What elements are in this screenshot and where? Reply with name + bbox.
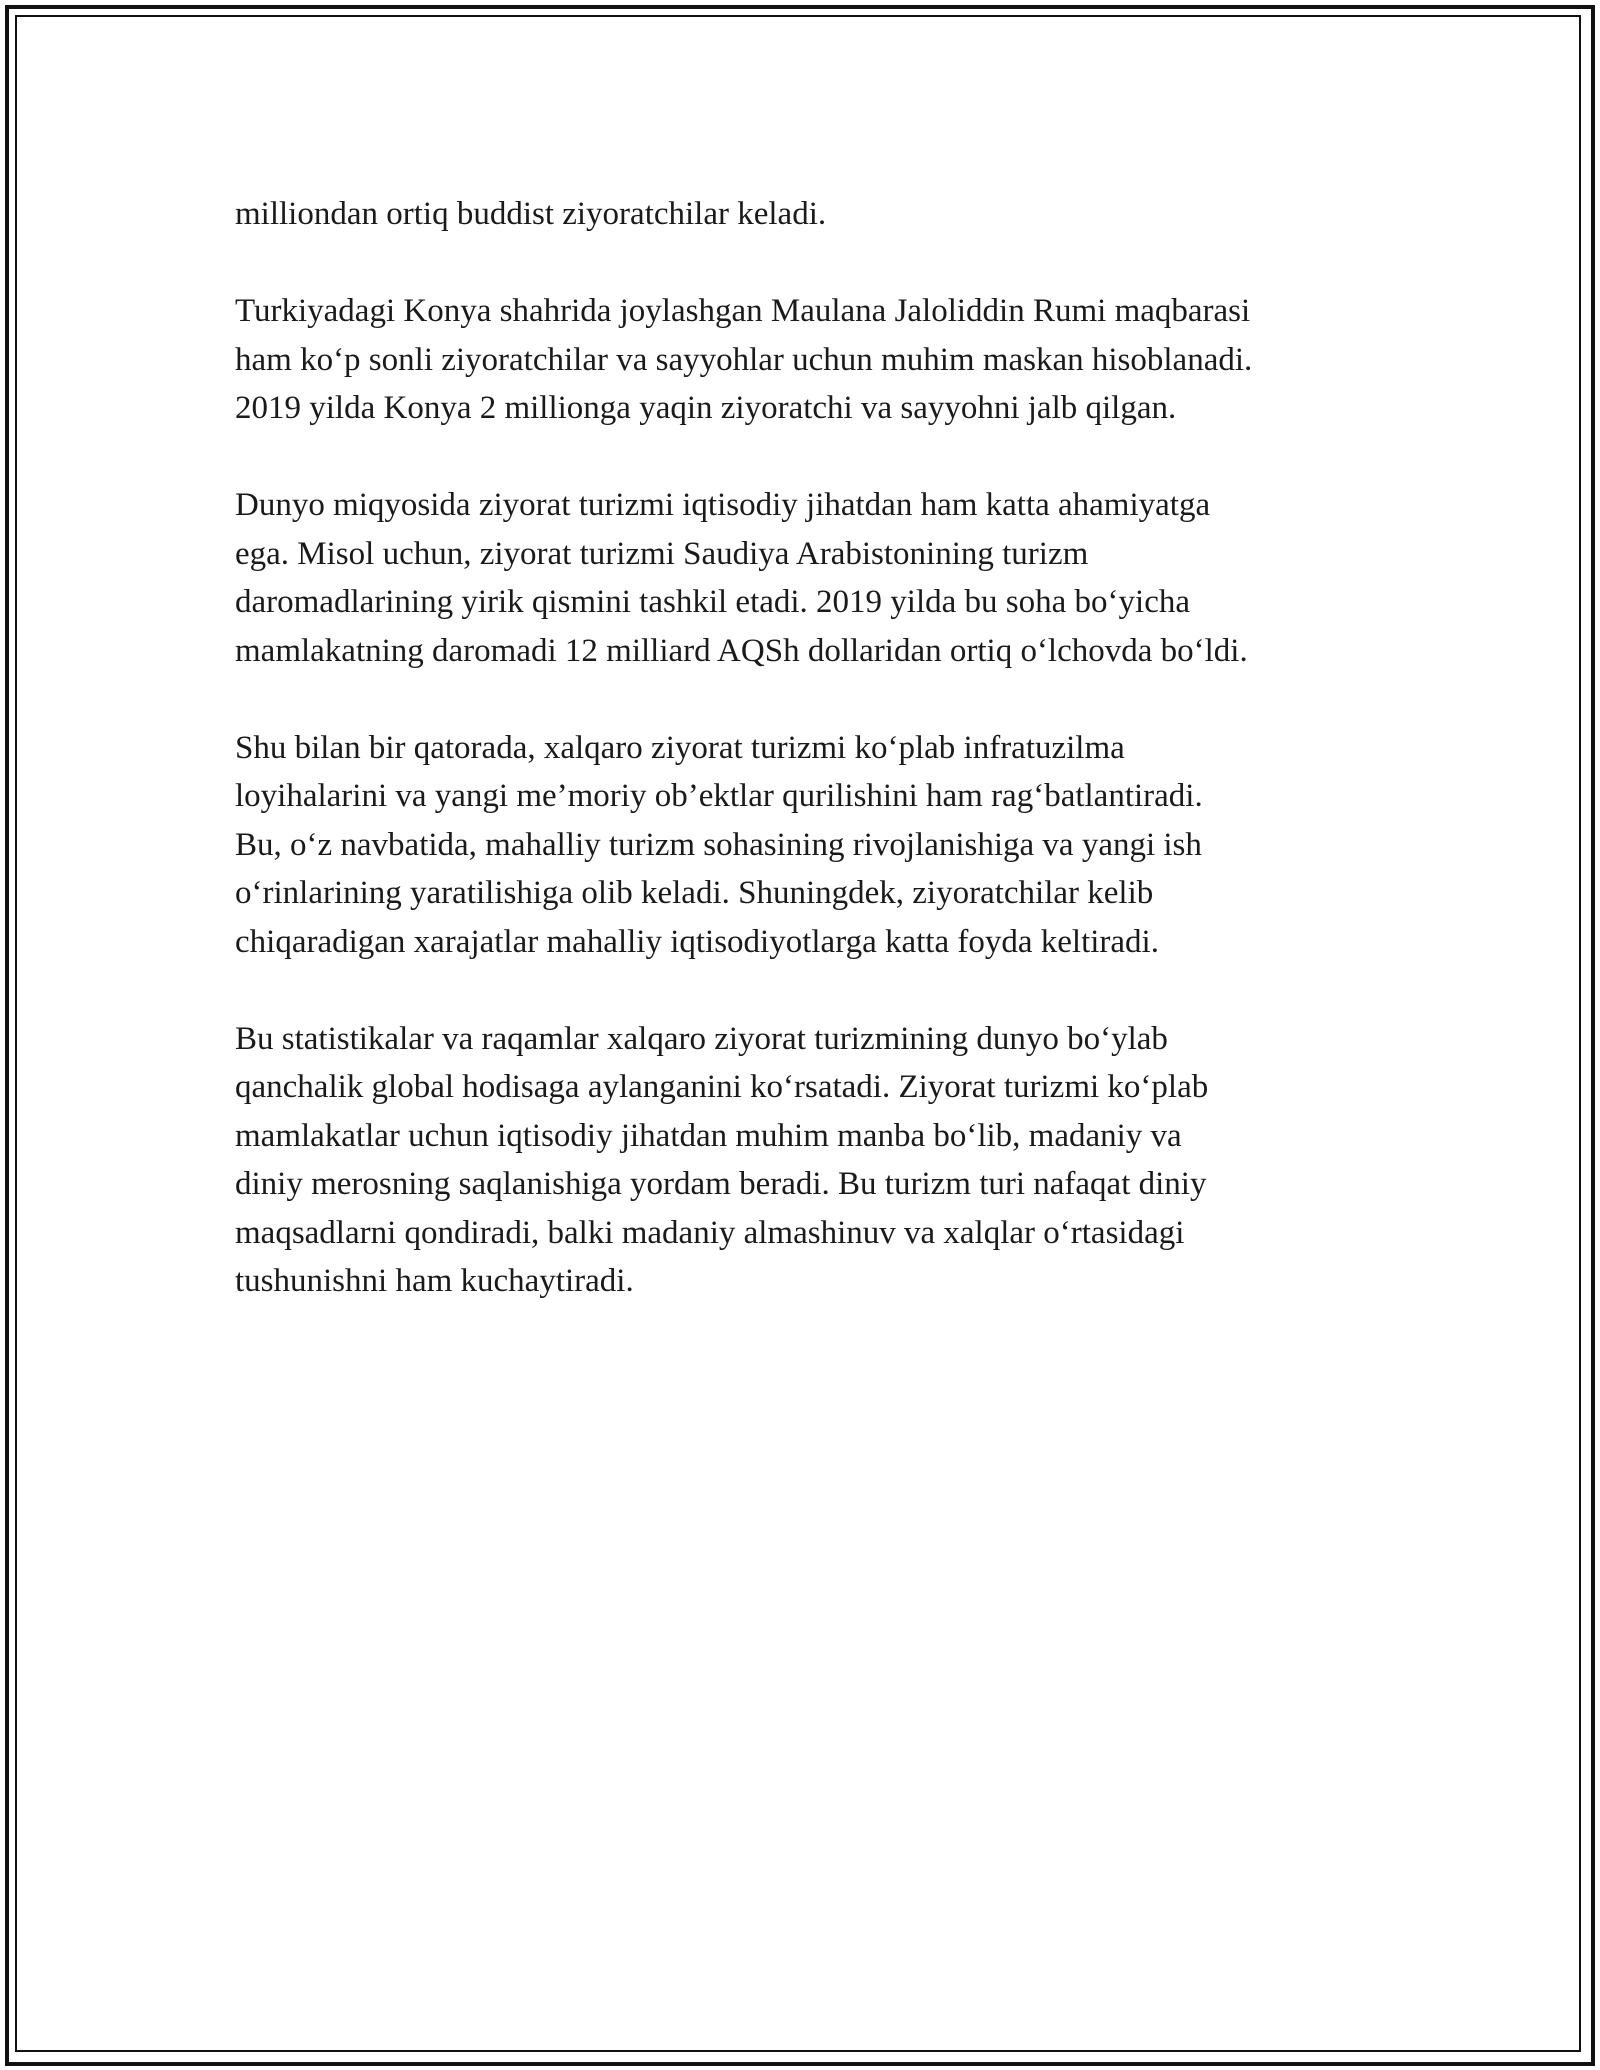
paragraph-4 bbox=[235, 724, 1375, 967]
text-line: Bu statistikalar va raqamlar xalqaro ziyorat turizmining dunyo boʻylab bbox=[235, 1020, 1168, 1057]
text-line: qanchalik global hodisaga aylanganini koʻrsatadi. Ziyorat turizmi koʻplab bbox=[235, 1069, 1209, 1105]
text-line: Turkiyadagi Konya shahrida joylashgan Maulana Jaloliddin Rumi maqbarasi bbox=[235, 293, 1251, 329]
text-line: chiqaradigan xarajatlar mahalliy iqtisodiyotlarga katta foyda keltiradi. bbox=[235, 923, 1159, 960]
text-line: Shu bilan bir qatorada, xalqaro ziyorat turizmi koʻplab infratuzilma bbox=[235, 729, 1125, 766]
text-line: diniy merosning saqlanishiga yordam beradi. Bu turizm turi nafaqat diniy bbox=[235, 1166, 1207, 1202]
text-line: milliondan ortiq buddist ziyoratchilar keladi. bbox=[235, 196, 827, 232]
text-line: ega. Misol uchun, ziyorat turizmi Saudiya Arabistonining turizm bbox=[235, 535, 1089, 572]
text-line: Bu, oʻz navbatida, mahalliy turizm sohasining rivojlanishiga va yangi ish bbox=[235, 826, 1202, 863]
paragraph-3 bbox=[235, 481, 1375, 675]
text-line: tushunishni ham kuchaytiradi. bbox=[235, 1263, 634, 1299]
text-line: mamlakatning daromadi 12 milliard AQSh dollaridan ortiq oʻlchovda boʻldi. bbox=[235, 632, 1248, 669]
text-line: maqsadlarni qondiradi, balki madaniy almashinuv va xalqlar oʻrtasidagi bbox=[235, 1214, 1185, 1251]
text-line: ham koʻp sonli ziyoratchilar va sayyohlar uchun muhim maskan hisoblanadi. bbox=[235, 341, 1253, 378]
text-line: loyihalarini va yangi me’moriy ob’ektlar qurilishini ham ragʻbatlantiradi. bbox=[235, 778, 1203, 814]
text-line: mamlakatlar uchun iqtisodiy jihatdan muhim manba boʻlib, madaniy va bbox=[235, 1117, 1182, 1154]
paragraph-5 bbox=[235, 1015, 1375, 1306]
text-line: daromadlarining yirik qismini tashkil etadi. 2019 yilda bu soha boʻyicha bbox=[235, 584, 1190, 620]
text-line: 2019 yilda Konya 2 millionga yaqin ziyoratchi va sayyohni jalb qilgan. bbox=[235, 390, 1177, 426]
paragraph-1 bbox=[235, 190, 1375, 239]
text-line: oʻrinlarining yaratilishiga olib keladi. Shuningdek, ziyoratchilar kelib bbox=[235, 875, 1154, 911]
text-line: Dunyo miqyosida ziyorat turizmi iqtisodiy jihatdan ham katta ahamiyatga bbox=[235, 487, 1211, 523]
document-body bbox=[235, 190, 1375, 1354]
paragraph-2 bbox=[235, 287, 1375, 433]
